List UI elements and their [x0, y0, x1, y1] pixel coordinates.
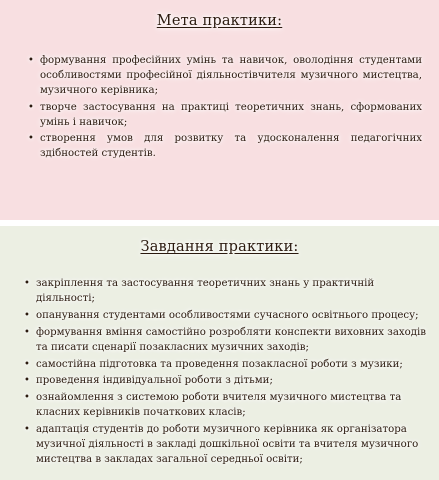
- list-item: [24, 373, 430, 388]
- goal-title: Мета практики:: [156, 13, 283, 29]
- list-item-text: творче застосування на практиці теоретичних знань, сформованих умінь і навичок;: [40, 101, 422, 128]
- list-item: [28, 53, 422, 99]
- bullet-icon: •: [28, 101, 34, 113]
- list-item-text: формування професійних умінь та навичок, оволодіння студентами особливостями професійної діяльностівчителя музичного мистецтва, музичного керівника;: [40, 55, 422, 97]
- tasks-list: [24, 276, 430, 469]
- list-item: [24, 308, 430, 323]
- bullet-icon: •: [24, 358, 30, 370]
- list-item-text: опанування студентами особливостями сучасного освітнього процесу;: [36, 309, 419, 321]
- list-item: [28, 100, 422, 130]
- bullet-icon: •: [24, 278, 30, 289]
- list-item-text: формування вміння самостійно розробляти конспекти виховних заходів та писати сценарії позакласних музичних заходів;: [36, 326, 427, 353]
- list-item-text: закріплення та застосування теоретичних знань у практичній діяльності;: [36, 278, 375, 305]
- list-item: [28, 131, 422, 161]
- tasks-title: Завдання практики:: [140, 239, 299, 255]
- bullet-icon: •: [28, 55, 34, 66]
- list-item-text: проведення індивідуальної роботи з дітьми;: [36, 375, 273, 387]
- list-item-text: створення умов для розвитку та удосконалення педагогічних здібностей студентів.: [40, 133, 422, 160]
- list-item: [24, 276, 430, 306]
- bullet-icon: •: [24, 309, 30, 321]
- list-item: [24, 357, 430, 372]
- list-item: [24, 422, 430, 468]
- list-item: [24, 325, 430, 355]
- bullet-icon: •: [24, 375, 30, 387]
- list-item-text: самостійна підготовка та проведення позакласної роботи з музики;: [36, 358, 403, 370]
- bullet-icon: •: [28, 133, 34, 145]
- list-item-text: адаптація студентів до роботи музичного керівника як організатора музичної діяльності в закладі дошкільної освіти та вчителя музичного мистецтва в закладах загальної середньої освіти;: [36, 423, 419, 466]
- goal-list: [28, 53, 422, 162]
- bullet-icon: •: [24, 326, 30, 338]
- bullet-icon: •: [24, 423, 30, 435]
- bullet-icon: •: [24, 391, 30, 403]
- list-item-text: ознайомлення з системою роботи вчителя музичного мистецтва та класних керівників початкових класів;: [36, 391, 402, 419]
- list-item: [24, 390, 430, 420]
